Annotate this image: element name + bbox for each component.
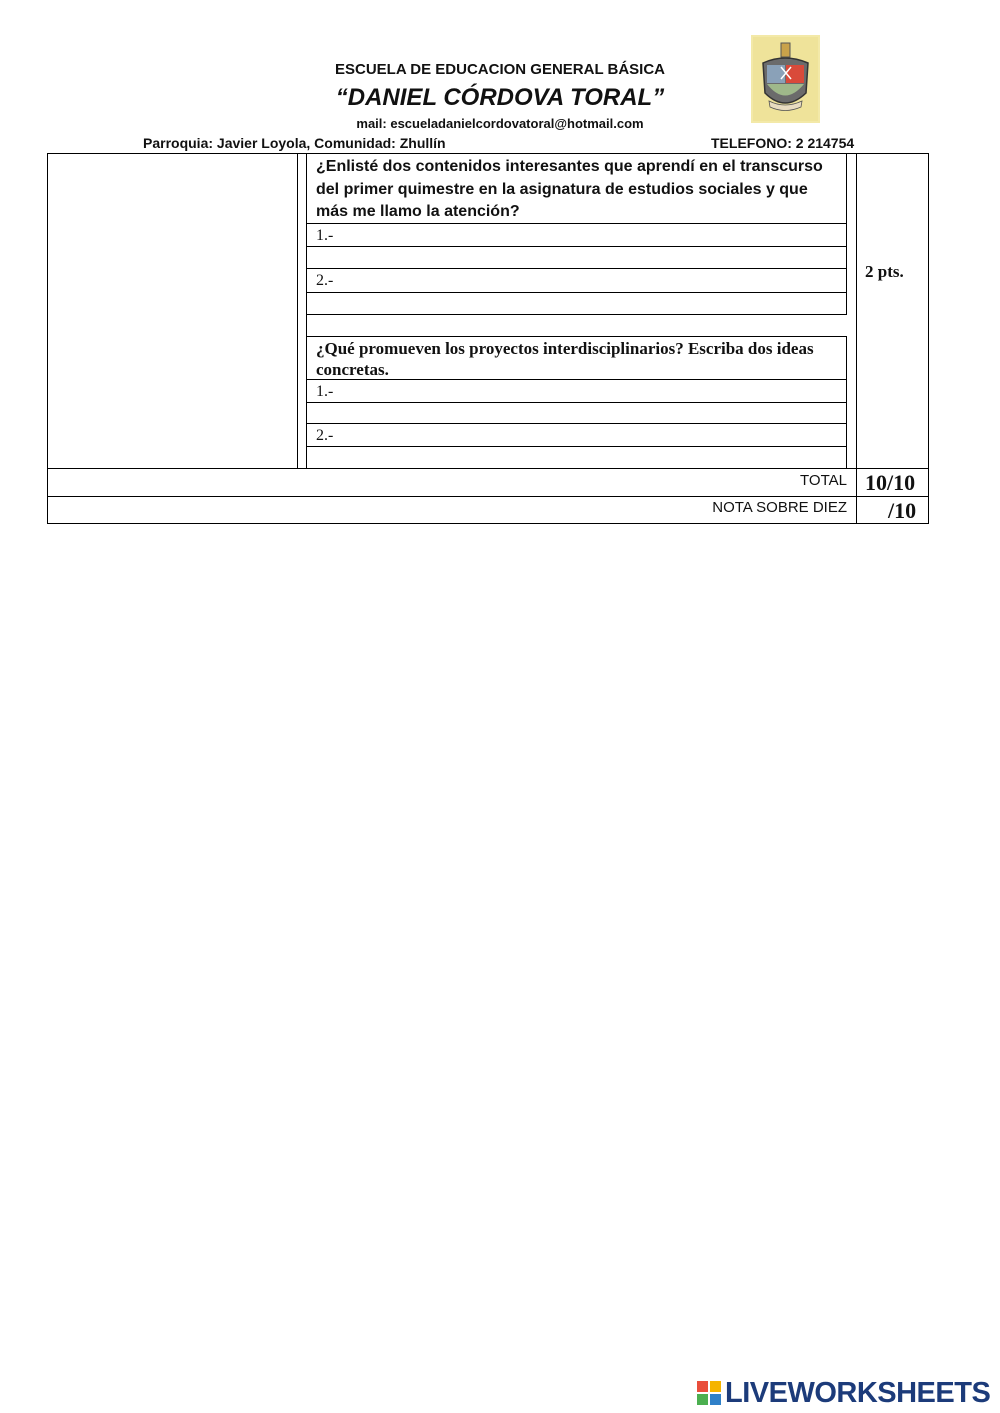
liveworksheets-logo[interactable]: [697, 1377, 990, 1409]
nota-label: NOTA SOBRE DIEZ: [712, 499, 847, 516]
school-name: ESCUELA DE EDUCACION GENERAL BÁSICA: [334, 61, 666, 78]
question-1-text: ¿Enlisté dos contenidos interesantes que aprendí en el transcurso del primer quimestre en la asignatura de estudios sociales y que más me llamo la atención?: [316, 158, 823, 220]
school-title: “DANIEL CÓRDOVA TORAL”: [335, 84, 665, 111]
school-crest-icon: [751, 35, 820, 123]
liveworksheets-logo-icon: [697, 1381, 721, 1405]
answer-1-1-label: 1.-: [316, 227, 334, 244]
liveworksheets-brand: LIVEWORKSHEETS: [725, 1376, 991, 1409]
answer-1-2-label: 2.-: [316, 272, 334, 289]
points-value: 2 pts.: [865, 262, 904, 281]
total-value: 10/10: [865, 470, 916, 495]
parroquia-text: Parroquia: Javier Loyola, Comunidad: Zhullín: [143, 135, 446, 151]
school-mail: mail: escueladanielcordovatoral@hotmail.com: [356, 116, 644, 131]
answer-2-2-field[interactable]: [308, 447, 845, 467]
answer-2-2-label: 2.-: [316, 427, 334, 444]
question-2-text: ¿Qué promueven los proyectos interdisciplinarios? Escriba dos ideas concretas.: [316, 339, 814, 379]
answer-2-1-field[interactable]: [308, 403, 845, 422]
nota-value: /10: [888, 498, 917, 523]
answer-1-1-field[interactable]: [308, 247, 845, 267]
answer-2-1-label: 1.-: [316, 383, 334, 400]
phone-text: TELEFONO: 2 214754: [711, 135, 855, 151]
total-label: TOTAL: [800, 472, 847, 489]
answer-1-2-field[interactable]: [308, 293, 845, 313]
